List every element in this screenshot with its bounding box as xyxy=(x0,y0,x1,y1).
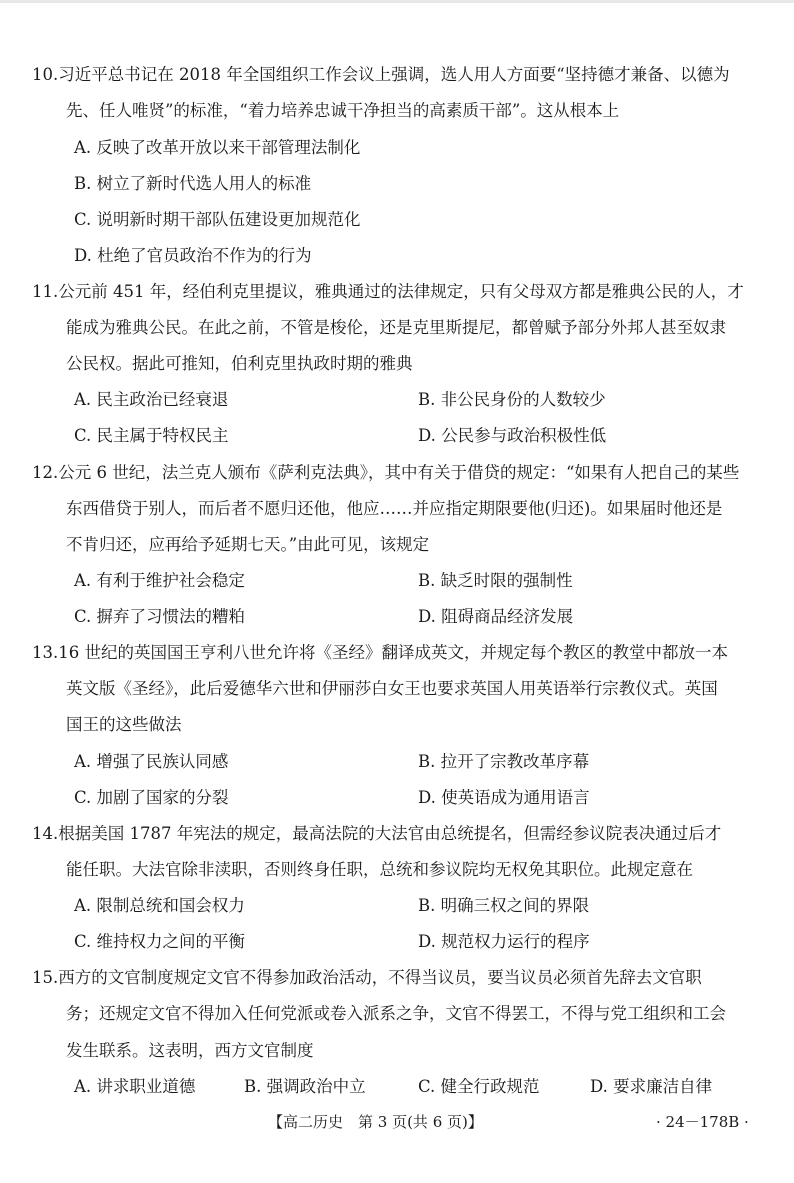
option-a: A. 反映了改革开放以来干部管理法制化 xyxy=(74,138,361,157)
option-b: B. 缺乏时限的强制性 xyxy=(418,571,573,590)
question-15-line-3: 发生联系。这表明，西方文官制度 xyxy=(66,1041,314,1060)
option-b: B. 强调政治中立 xyxy=(244,1077,366,1096)
question-number: 13. xyxy=(32,643,59,662)
option-a: A. 增强了民族认同感 xyxy=(74,752,229,771)
option-c: C. 摒弃了习惯法的糟粕 xyxy=(74,607,246,626)
scan-edge xyxy=(0,0,794,3)
option-a: A. 限制总统和国会权力 xyxy=(74,896,245,915)
question-number: 12. xyxy=(32,463,59,482)
question-11-line-2: 能成为雅典公民。在此之前，不管是梭伦，还是克里斯提尼，都曾赋予部分外邦人甚至奴隶 xyxy=(66,318,726,337)
option-b: B. 非公民身份的人数较少 xyxy=(418,390,606,409)
exam-code: · 24－178B · xyxy=(656,1113,749,1131)
option-b: B. 明确三权之间的界限 xyxy=(418,896,590,915)
option-d: D. 杜绝了官员政治不作为的行为 xyxy=(74,246,312,265)
option-c: C. 说明新时期干部队伍建设更加规范化 xyxy=(74,210,361,229)
question-15-line-2: 务；还规定文官不得加入任何党派或卷入派系之争，文官不得罢工，不得与党工组织和工会 xyxy=(66,1004,726,1023)
question-14-line-2: 能任职。大法官除非渎职，否则终身任职，总统和参议院均无权免其职位。此规定意在 xyxy=(66,860,693,879)
question-number: 15. xyxy=(32,968,59,987)
question-14-line-1: 14.根据美国 1787 年宪法的规定，最高法院的大法官由总统提名，但需经参议院表决通过后才 xyxy=(32,824,722,843)
option-d: D. 阻碍商品经济发展 xyxy=(418,607,574,626)
question-11-line-1: 11.公元前 451 年，经伯利克里提议，雅典通过的法律规定，只有父母双方都是雅典公民的人，才 xyxy=(32,282,744,301)
question-13-line-3: 国王的这些做法 xyxy=(66,715,182,734)
question-15-line-1: 15.西方的文官制度规定文官不得参加政治活动，不得当议员，要当议员必须首先辞去文官职 xyxy=(32,968,702,987)
option-c: C. 加剧了国家的分裂 xyxy=(74,788,229,807)
question-number: 14. xyxy=(32,824,59,843)
option-d: D. 使英语成为通用语言 xyxy=(418,788,590,807)
question-12-line-1: 12.公元 6 世纪，法兰克人颁布《萨利克法典》，其中有关于借贷的规定：“如果有人把自己的某些 xyxy=(32,463,740,482)
option-c: C. 民主属于特权民主 xyxy=(74,426,229,445)
option-d: D. 公民参与政治积极性低 xyxy=(418,426,607,445)
option-c: C. 维持权力之间的平衡 xyxy=(74,932,246,951)
question-10-line-1: 10.习近平总书记在 2018 年全国组织工作会议上强调，选人用人方面要“坚持德才兼备、以德为 xyxy=(32,65,730,84)
option-b: B. 树立了新时代选人用人的标准 xyxy=(74,174,312,193)
question-13-line-2: 英文版《圣经》，此后爱德华六世和伊丽莎白女王也要求英国人用英语举行宗教仪式。英国 xyxy=(66,679,718,698)
option-b: B. 拉开了宗教改革序幕 xyxy=(418,752,590,771)
option-d: D. 要求廉洁自律 xyxy=(590,1077,713,1096)
question-12-line-3: 不肯归还，应再给予延期七天。”由此可见，该规定 xyxy=(66,535,430,554)
question-13-line-1: 13.16 世纪的英国国王亨利八世允许将《圣经》翻译成英文，并规定每个教区的教堂中都放一本 xyxy=(32,643,728,662)
question-11-line-3: 公民权。据此可推知，伯利克里执政时期的雅典 xyxy=(66,354,413,373)
page-footer xyxy=(0,1111,794,1135)
option-a: A. 讲求职业道德 xyxy=(74,1077,196,1096)
question-number: 11. xyxy=(32,282,59,301)
page-label: 【高二历史 第 3 页(共 6 页)】 xyxy=(268,1113,483,1131)
question-number: 10. xyxy=(32,65,59,84)
question-12-line-2: 东西借贷于别人，而后者不愿归还他，他应……并应指定期限要他(归还)。如果届时他还是 xyxy=(66,499,723,518)
option-a: A. 民主政治已经衰退 xyxy=(74,390,229,409)
option-a: A. 有利于维护社会稳定 xyxy=(74,571,245,590)
option-c: C. 健全行政规范 xyxy=(418,1077,540,1096)
question-10-line-2: 先、任人唯贤”的标准，“着力培养忠诚干净担当的高素质干部”。这从根本上 xyxy=(66,101,620,120)
option-d: D. 规范权力运行的程序 xyxy=(418,932,590,951)
